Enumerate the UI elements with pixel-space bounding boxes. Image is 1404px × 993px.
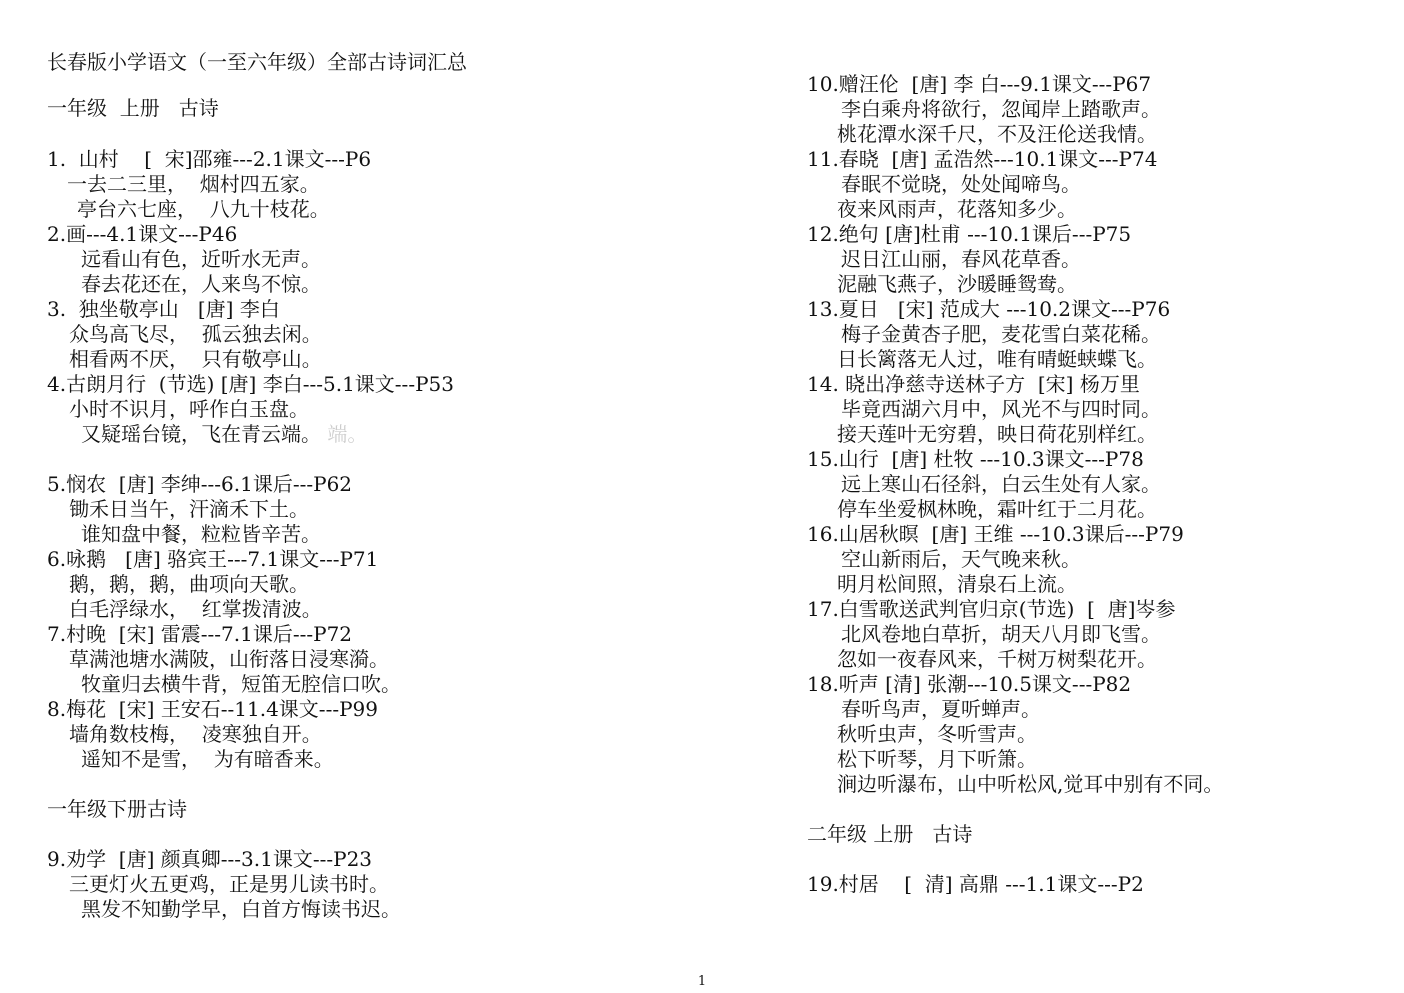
poem-line: 迟日江山丽，春风花草香。: [841, 247, 1081, 271]
document-title: 长春版小学语文（一至六年级）全部古诗词汇总: [47, 50, 467, 74]
poem-line: [81, 422, 367, 447]
poem-line: 秋听虫声，冬听雪声。: [837, 722, 1037, 746]
poem-line: 小时不识月，呼作白玉盘。: [69, 397, 309, 421]
poem-line: 春眠不觉晓，处处闻啼鸟。: [841, 172, 1081, 196]
poem-heading: 15.山行 [唐] 杜牧 ---10.3课文---P78: [807, 447, 1144, 471]
poem-line: 锄禾日当午，汗滴禾下土。: [69, 497, 309, 521]
poem-line: 毕竟西湖六月中，风光不与四时同。: [841, 397, 1161, 421]
poem-heading: 12.绝句 [唐]杜甫 ---10.1课后---P75: [807, 222, 1132, 246]
poem-line: 北风卷地白草折，胡天八月即飞雪。: [841, 622, 1161, 646]
poem-heading: 16.山居秋暝 [唐] 王维 ---10.3课后---P79: [807, 522, 1184, 546]
poem-line: 亭台六七座， 八九十枝花。: [77, 197, 330, 221]
poem-line: 明月松间照，清泉石上流。: [837, 572, 1077, 596]
poem-line: 春听鸟声，夏听蝉声。: [841, 697, 1041, 721]
poem-line: 日长篱落无人过，唯有晴蜓蛱蝶飞。: [837, 347, 1157, 371]
poem-line: 桃花潭水深千尺，不及汪伦送我情。: [837, 122, 1157, 146]
poem-line: 一去二三里， 烟村四五家。: [67, 172, 320, 196]
poem-heading: 2.画---4.1课文---P46: [47, 222, 238, 246]
poem-line: 夜来风雨声，花落知多少。: [837, 197, 1077, 221]
poem-heading: 4.古朗月行 (节选) [唐] 李白---5.1课文---P53: [47, 372, 454, 396]
poem-line: 梅子金黄杏子肥，麦花雪白菜花稀。: [841, 322, 1161, 346]
poem-line: 遥知不是雪， 为有暗香来。: [81, 747, 334, 771]
poem-heading: 1. 山村 [ 宋]邵雍---2.1课文---P6: [47, 147, 372, 171]
poem-heading: 8.梅花 [宋] 王安石--11.4课文---P99: [47, 697, 378, 721]
poem-heading: 19.村居 [ 清] 高鼎 ---1.1课文---P2: [807, 872, 1144, 896]
poem-line: 相看两不厌， 只有敬亭山。: [69, 347, 322, 371]
poem-heading: 5.悯农 [唐] 李绅---6.1课后---P62: [47, 472, 353, 496]
poem-line: 墙角数枝梅， 凌寒独自开。: [69, 722, 322, 746]
poem-line: 远看山有色，近听水无声。: [81, 247, 321, 271]
poem-line: 涧边听瀑布，山中听松风,觉耳中别有不同。: [837, 772, 1224, 796]
section-heading: 一年级 上册 古诗: [47, 96, 219, 120]
poem-heading: 17.白雪歌送武判官归京(节选) [ 唐]岑参: [807, 597, 1176, 621]
section-heading: 二年级 上册 古诗: [807, 822, 973, 846]
section-heading: 一年级下册古诗: [47, 797, 187, 821]
poem-line: 泥融飞燕子，沙暖睡鸳鸯。: [837, 272, 1077, 296]
poem-line: 李白乘舟将欲行，忽闻岸上踏歌声。: [841, 97, 1161, 121]
poem-heading: 10.赠汪伦 [唐] 李 白---9.1课文---P67: [807, 72, 1152, 96]
poem-line: 谁知盘中餐，粒粒皆辛苦。: [81, 522, 321, 546]
poem-line: 接天莲叶无穷碧，映日荷花别样红。: [837, 422, 1157, 446]
poem-heading: 7.村晚 [宋] 雷震---7.1课后---P72: [47, 622, 353, 646]
poem-line: 草满池塘水满陂，山衔落日浸寒漪。: [69, 647, 389, 671]
poem-heading: 11.春晓 [唐] 孟浩然---10.1课文---P74: [807, 147, 1158, 171]
poem-line: 松下听琴，月下听箫。: [837, 747, 1037, 771]
poem-heading: 13.夏日 [宋] 范成大 ---10.2课文---P76: [807, 297, 1171, 321]
poem-line: 鹅，鹅，鹅，曲项向天歌。: [69, 572, 309, 596]
poem-line: 白毛浮绿水， 红掌拨清波。: [69, 597, 322, 621]
poem-heading: 3. 独坐敬亭山 [唐] 李白: [47, 297, 280, 321]
poem-line: 空山新雨后，天气晚来秋。: [841, 547, 1081, 571]
page-number: 1: [697, 974, 707, 989]
faint-text: 端。: [327, 422, 368, 446]
poem-heading: 9.劝学 [唐] 颜真卿---3.1课文---P23: [47, 847, 373, 871]
poem-line: 三更灯火五更鸡，正是男儿读书时。: [69, 872, 389, 896]
poem-line: 众鸟高飞尽， 孤云独去闲。: [69, 322, 322, 346]
poem-line: 牧童归去横牛背，短笛无腔信口吹。: [81, 672, 401, 696]
poem-heading: 18.听声 [清] 张潮---10.5课文---P82: [807, 672, 1132, 696]
poem-line: 远上寒山石径斜，白云生处有人家。: [841, 472, 1161, 496]
poem-line: 忽如一夜春风来，千树万树梨花开。: [837, 647, 1157, 671]
poem-line: 黑发不知勤学早，白首方悔读书迟。: [81, 897, 401, 921]
poem-heading: 14. 晓出净慈寺送林子方 [宋] 杨万里: [807, 372, 1140, 396]
poem-line: 春去花还在，人来鸟不惊。: [81, 272, 321, 296]
poem-line: 停车坐爱枫林晚，霜叶红于二月花。: [837, 497, 1157, 521]
poem-heading: 6.咏鹅 [唐] 骆宾王---7.1课文---P71: [47, 547, 379, 571]
poem-line-text: 又疑瑶台镜，飞在青云端。: [81, 422, 321, 446]
